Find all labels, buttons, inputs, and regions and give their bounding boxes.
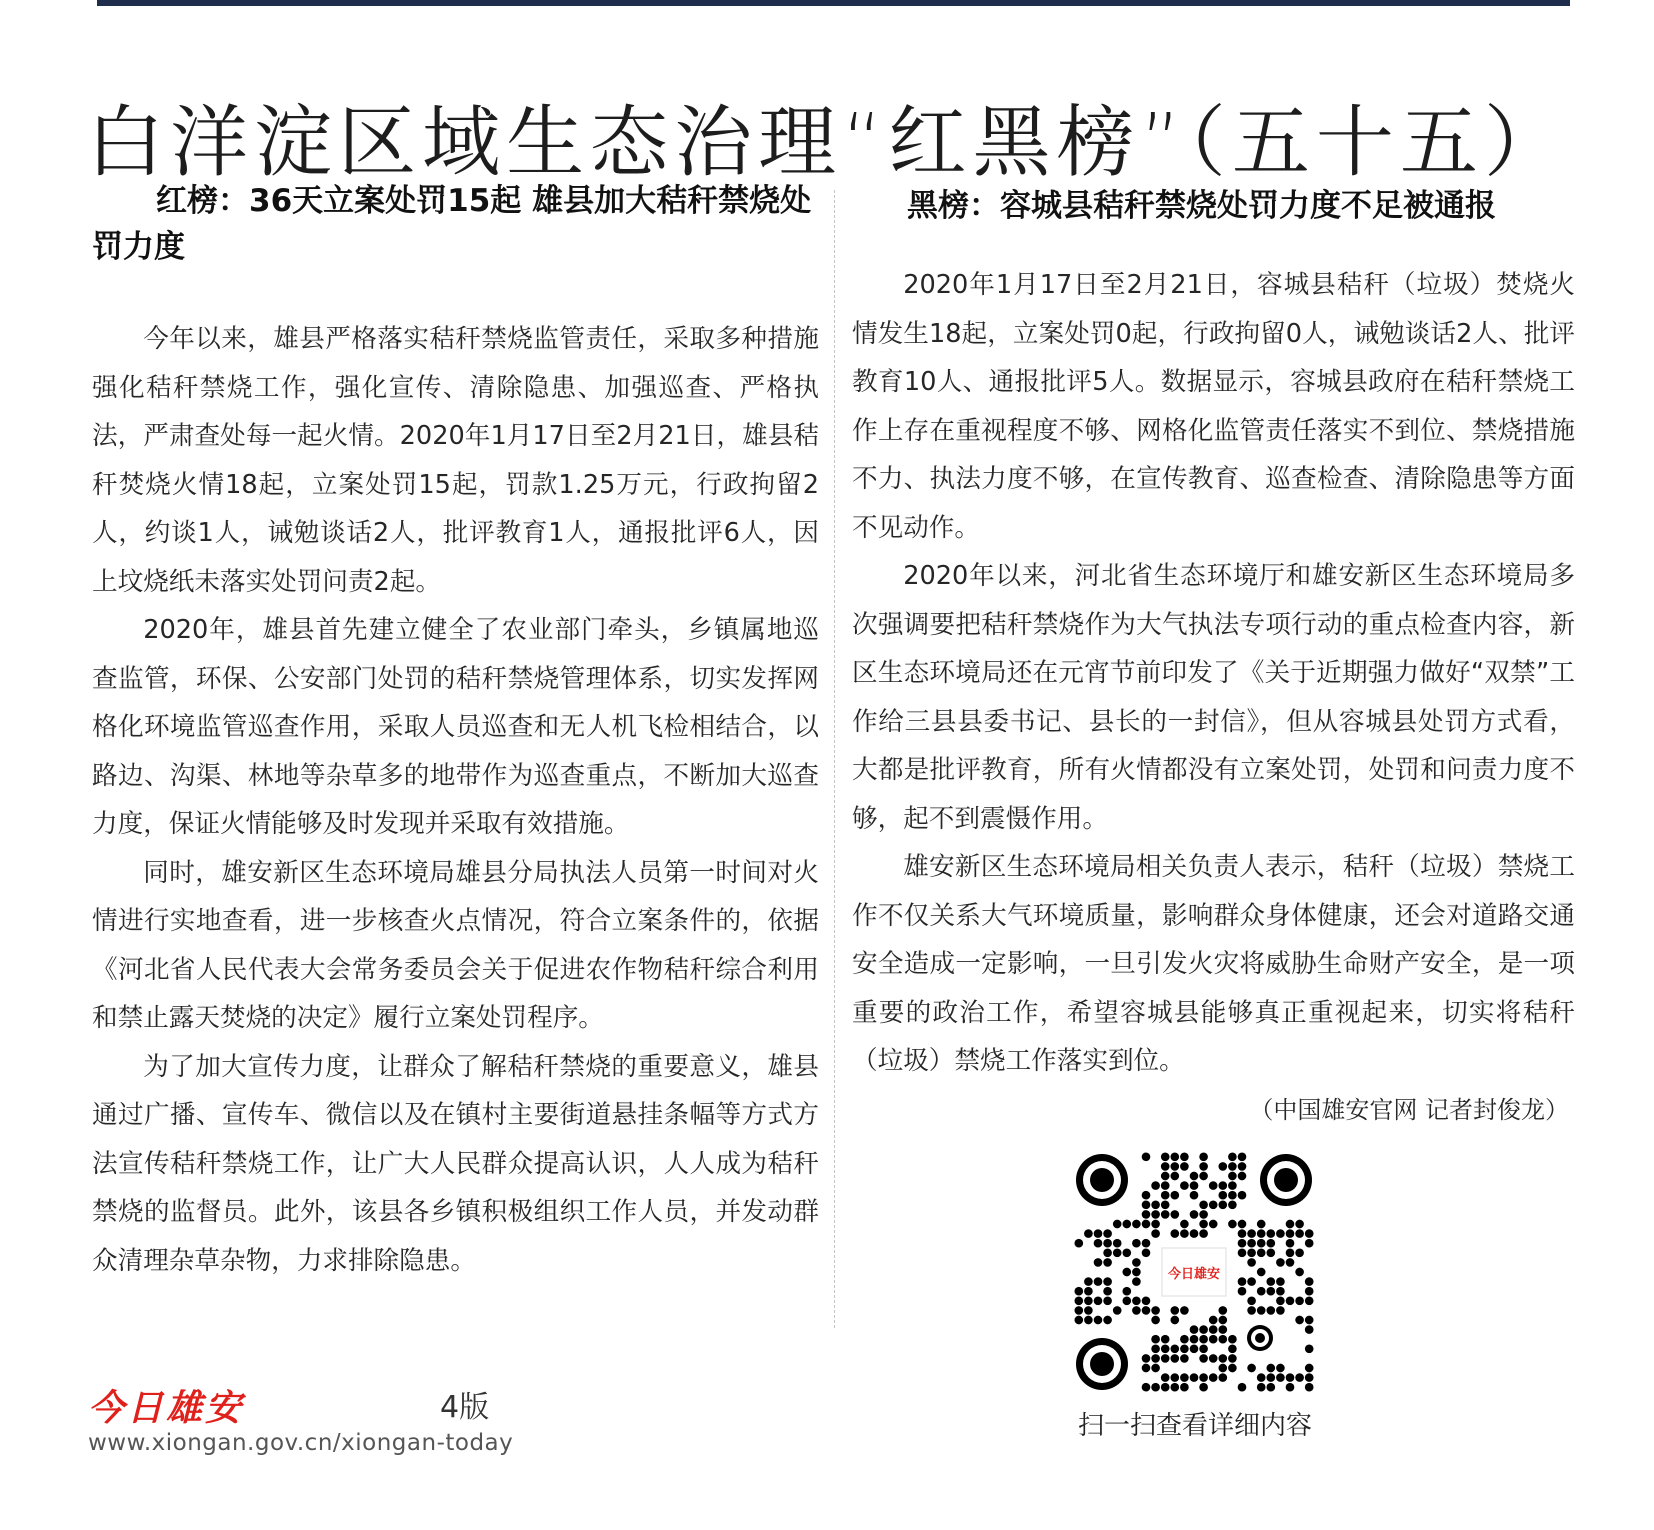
qr-module [1180,1344,1189,1353]
qr-module [1228,1354,1237,1363]
qr-module [1180,1181,1189,1190]
qr-module [1122,1287,1131,1296]
qr-module [1295,1220,1304,1229]
brand-logo: 今日雄安 [88,1387,245,1429]
qr-module [1238,1287,1247,1296]
qr-module [1094,1316,1103,1325]
qr-alignment-mark [1247,1325,1273,1351]
qr-module [1266,1239,1275,1248]
qr-module [1199,1354,1208,1363]
qr-module [1170,1152,1179,1161]
qr-module [1266,1373,1275,1382]
qr-module [1218,1200,1227,1209]
qr-module [1170,1383,1179,1392]
qr-module [1151,1181,1160,1190]
qr-module [1190,1191,1199,1200]
qr-module [1295,1316,1304,1325]
qr-module [1218,1181,1227,1190]
qr-module [1161,1354,1170,1363]
qr-module [1199,1344,1208,1353]
qr-module [1199,1162,1208,1171]
qr-module [1190,1229,1199,1238]
qr-module [1238,1172,1247,1181]
qr-module [1142,1306,1151,1315]
qr-module [1266,1364,1275,1373]
qr-module [1132,1296,1141,1305]
qr-module [1074,1287,1083,1296]
qr-module [1142,1354,1151,1363]
qr-module [1218,1364,1227,1373]
qr-module [1209,1354,1218,1363]
red-list-paragraph-2: 2020年，雄县首先建立健全了农业部门牵头，乡镇属地巡查监管，环保、公安部门处罚的秸秆禁烧管理体系，切实发挥网格化环境监管巡查作用，采取人员巡查和无人机飞检相结合，以路边、沟渠、林地等杂草多的地带作为巡查重点，不断加大巡查力度，保证火情能够及时发现并采取有效措施。 [92,615,819,839]
qr-module [1257,1268,1266,1277]
black-list-paragraph-2: 2020年以来，河北省生态环境厅和雄安新区生态环境局多次强调要把秸秆禁烧作为大气执法专项行动的重点检查内容，新区生态环境局还在元宵节前印发了《关于近期强力做好“双禁”工作给三县县委书记、县长的一封信》，但从容城县处罚方式看，大都是批评教育，所有火情都没有立案处罚，处罚和问责力度不够，起不到震慑作用。 [852,561,1575,834]
qr-module [1161,1200,1170,1209]
qr-module [1228,1200,1237,1209]
qr-module [1247,1306,1256,1315]
qr-module [1228,1181,1237,1190]
qr-module [1074,1239,1083,1248]
qr-module [1266,1277,1275,1286]
qr-module [1257,1229,1266,1238]
article-credit: （中国雄安官网 记者封俊龙） [1249,1095,1569,1124]
qr-module [1122,1248,1131,1257]
qr-module [1199,1200,1208,1209]
qr-module [1305,1287,1314,1296]
qr-module [1218,1191,1227,1200]
qr-module [1199,1373,1208,1382]
qr-module [1228,1162,1237,1171]
black-list-paragraph-1: 2020年1月17日至2月21日，容城县秸秆（垃圾）焚烧火情发生18起，立案处罚0起，行政拘留0人，诫勉谈话2人、批评教育10人、通报批评5人。数据显示，容城县政府在秸秆禁烧工作上存在重视程度不够、网格化监管责任落实不到位、禁烧措施不力、执法力度不够，在宣传教育、巡查检查、清除隐患等方面不见动作。 [852,270,1575,543]
qr-module [1257,1306,1266,1315]
qr-module [1151,1220,1160,1229]
qr-module [1257,1383,1266,1392]
qr-module [1142,1200,1151,1209]
qr-module [1190,1210,1199,1219]
qr-module [1122,1220,1131,1229]
qr-module [1305,1383,1314,1392]
qr-module [1257,1220,1266,1229]
qr-module [1305,1229,1314,1238]
qr-module [1305,1325,1314,1334]
red-list-paragraph-4: 为了加大宣传力度，让群众了解秸秆禁烧的重要意义，雄县通过广播、宣传车、微信以及在镇村主要街道悬挂条幅等方式方法宣传秸秆禁烧工作，让广大人民群众提高认识，人人成为秸秆禁烧的监督员。此外，该县各乡镇积极组织工作人员，并发动群众清理杂草杂物，力求排除隐患。 [92,1051,819,1276]
qr-module [1218,1306,1227,1315]
qr-module [1209,1181,1218,1190]
qr-module [1170,1306,1179,1315]
qr-module [1084,1316,1093,1325]
qr-module [1113,1306,1122,1315]
qr-module [1074,1306,1083,1315]
top-bar [97,0,1570,6]
qr-module [1199,1335,1208,1344]
qr-module [1084,1277,1093,1286]
qr-module [1228,1344,1237,1353]
qr-module [1247,1296,1256,1305]
qr-module [1295,1268,1304,1277]
qr-module [1295,1248,1304,1257]
qr-module [1286,1373,1295,1382]
qr-module [1276,1277,1285,1286]
qr-module [1218,1335,1227,1344]
qr-module [1113,1239,1122,1248]
page-title: 白洋淀区域生态治理“红黑榜”（五十五） [86,98,1568,189]
qr-module [1199,1229,1208,1238]
qr-module [1238,1229,1247,1238]
qr-module [1084,1296,1093,1305]
qr-module [1295,1373,1304,1382]
site-url[interactable]: www.xiongan.gov.cn/xiongan-today [88,1430,514,1456]
qr-module [1103,1316,1112,1325]
qr-module [1151,1383,1160,1392]
qr-module [1161,1210,1170,1219]
qr-module [1228,1191,1237,1200]
qr-module [1238,1277,1247,1286]
qr-module [1190,1172,1199,1181]
qr-finder-top-right [1260,1154,1312,1206]
qr-module [1151,1364,1160,1373]
qr-module [1180,1335,1189,1344]
qr-module [1209,1335,1218,1344]
qr-module [1199,1220,1208,1229]
qr-module [1180,1220,1189,1229]
qr-module [1218,1316,1227,1325]
qr-module [1084,1306,1093,1315]
qr-module [1247,1364,1256,1373]
qr-module [1266,1383,1275,1392]
qr-module [1161,1383,1170,1392]
qr-module [1170,1373,1179,1382]
qr-center-label: 今日雄安 [1167,1267,1221,1282]
qr-module [1247,1239,1256,1248]
qr-module [1142,1383,1151,1392]
qr-module [1238,1152,1247,1161]
qr-module [1190,1344,1199,1353]
qr-module [1199,1383,1208,1392]
red-list-column [92,178,819,1285]
qr-module [1170,1316,1179,1325]
qr-module [1228,1152,1237,1161]
red-list-paragraph-3: 同时，雄安新区生态环境局雄县分局执法人员第一时间对火情进行实地查看，进一步核查火点情况，符合立案条件的，依据《河北省人民代表大会常务委员会关于促进农作物秸秆综合利用和禁止露天焚烧的决定》履行立案处罚程序。 [92,857,819,1033]
qr-module [1132,1239,1141,1248]
qr-module [1276,1296,1285,1305]
qr-module [1161,1191,1170,1200]
qr-module [1132,1258,1141,1267]
qr-module [1257,1373,1266,1382]
black-list-heading: 黑榜：容城县秸秆禁烧处罚力度不足被通报 [907,188,1496,224]
qr-module [1190,1181,1199,1190]
qr-module [1161,1335,1170,1344]
qr-module [1161,1344,1170,1353]
qr-code-graphic [1074,1152,1314,1392]
qr-module [1074,1296,1083,1305]
qr-module [1286,1239,1295,1248]
qr-module [1151,1306,1160,1315]
qr-module [1142,1248,1151,1257]
qr-module [1276,1364,1285,1373]
qr-module [1228,1172,1237,1181]
qr-module [1113,1248,1122,1257]
qr-module [1247,1258,1256,1267]
qr-module [1142,1191,1151,1200]
qr-module [1266,1248,1275,1257]
qr-module [1170,1229,1179,1238]
qr-module [1094,1258,1103,1267]
qr-module [1286,1248,1295,1257]
qr-module [1276,1373,1285,1382]
qr-module [1209,1220,1218,1229]
qr-module [1228,1220,1237,1229]
qr-module [1132,1277,1141,1286]
qr-module [1170,1210,1179,1219]
qr-module [1190,1373,1199,1382]
qr-module [1286,1383,1295,1392]
qr-module [1199,1172,1208,1181]
qr-module [1247,1229,1256,1238]
qr-module [1209,1200,1218,1209]
qr-module [1295,1296,1304,1305]
qr-module [1180,1354,1189,1363]
qr-module [1103,1229,1112,1238]
qr-module [1180,1229,1189,1238]
qr-module [1305,1239,1314,1248]
qr-module [1266,1306,1275,1315]
qr-module [1094,1229,1103,1238]
qr-module [1305,1344,1314,1353]
qr-code[interactable] [1074,1152,1314,1392]
qr-module [1238,1239,1247,1248]
qr-module [1238,1383,1247,1392]
qr-module [1132,1306,1141,1315]
qr-module [1305,1296,1314,1305]
qr-module [1142,1210,1151,1219]
qr-module [1180,1162,1189,1171]
qr-module [1170,1162,1179,1171]
qr-module [1151,1229,1160,1238]
qr-module [1170,1191,1179,1200]
qr-module [1161,1152,1170,1161]
qr-module [1209,1316,1218,1325]
qr-module [1218,1325,1227,1334]
qr-module [1238,1220,1247,1229]
qr-module [1276,1306,1285,1315]
qr-module [1276,1258,1285,1267]
qr-module [1257,1287,1266,1296]
qr-module [1142,1220,1151,1229]
qr-module [1084,1229,1093,1238]
red-list-heading: 红榜：36天立案处罚15起 雄县加大秸秆禁烧处罚力度 [92,183,812,265]
qr-module [1161,1162,1170,1171]
qr-module [1286,1258,1295,1267]
qr-module [1142,1296,1151,1305]
qr-module [1199,1325,1208,1334]
qr-module [1094,1277,1103,1286]
qr-module [1286,1229,1295,1238]
qr-module [1286,1296,1295,1305]
qr-module [1151,1316,1160,1325]
qr-module [1218,1373,1227,1382]
qr-module [1305,1277,1314,1286]
qr-module [1142,1364,1151,1373]
qr-module [1103,1296,1112,1305]
qr-module [1132,1220,1141,1229]
qr-module [1247,1248,1256,1257]
red-list-paragraph-1: 今年以来，雄县严格落实秸秆禁烧监管责任，采取多种措施强化秸秆禁烧工作，强化宣传、清除隐患、加强巡查、严格执法，严肃查处每一起火情。2020年1月17日至2月21日，雄县秸秆焚烧火情18起，立案处罚15起，罚款1.25万元，行政拘留2人，约谈1人，诫勉谈话2人，批评教育1人，通报批评6人，因上坟烧纸未落实处罚问责2起。 [92,324,819,597]
qr-module [1132,1268,1141,1277]
qr-module [1238,1191,1247,1200]
qr-caption: 扫一扫查看详细内容 [1077,1411,1312,1441]
qr-module [1151,1210,1160,1219]
qr-module [1180,1152,1189,1161]
qr-module [1218,1162,1227,1171]
qr-module [1151,1200,1160,1209]
qr-module [1209,1325,1218,1334]
qr-module [1305,1364,1314,1373]
qr-module [1103,1258,1112,1267]
qr-module [1170,1172,1179,1181]
qr-module [1199,1210,1208,1219]
qr-module [1247,1277,1256,1286]
qr-module [1151,1344,1160,1353]
qr-module [1170,1354,1179,1363]
qr-module [1103,1287,1112,1296]
qr-module [1295,1229,1304,1238]
qr-module [1161,1172,1170,1181]
qr-module [1151,1354,1160,1363]
edition-label: 4版 [440,1390,490,1425]
qr-module [1103,1239,1112,1248]
qr-module [1142,1152,1151,1161]
qr-module [1180,1306,1189,1315]
qr-module [1161,1373,1170,1382]
qr-module [1266,1287,1275,1296]
qr-module [1276,1287,1285,1296]
qr-module [1286,1220,1295,1229]
qr-module [1276,1229,1285,1238]
qr-module [1305,1373,1314,1382]
qr-module [1228,1335,1237,1344]
qr-module [1238,1248,1247,1257]
qr-module [1257,1248,1266,1257]
qr-module [1113,1220,1122,1229]
qr-module [1199,1152,1208,1161]
qr-module [1180,1383,1189,1392]
qr-module [1228,1364,1237,1373]
black-list-column [852,178,1575,1134]
qr-module [1122,1296,1131,1305]
column-divider [834,190,835,1328]
qr-module [1238,1162,1247,1171]
qr-module [1170,1344,1179,1353]
qr-module [1180,1373,1189,1382]
qr-finder-bottom-left [1076,1338,1128,1390]
qr-module [1266,1229,1275,1238]
qr-module [1161,1181,1170,1190]
qr-module [1151,1335,1160,1344]
qr-module [1103,1248,1112,1257]
qr-module [1094,1296,1103,1305]
qr-finder-top-left [1076,1154,1128,1206]
qr-module [1074,1316,1083,1325]
qr-module [1190,1335,1199,1344]
qr-module [1142,1239,1151,1248]
black-list-paragraph-3: 雄安新区生态环境局相关负责人表示，秸秆（垃圾）禁烧工作不仅关系大气环境质量，影响群众身体健康，还会对道路交通安全造成一定影响，一旦引发火灾将威胁生命财产安全，是一项重要的政治工作，希望容城县能够真正重视起来，切实将秸秆（垃圾）禁烧工作落实到位。 [852,852,1575,1076]
qr-module [1218,1354,1227,1363]
qr-module [1209,1373,1218,1382]
qr-module [1103,1277,1112,1286]
qr-module [1084,1287,1093,1296]
qr-module [1122,1268,1131,1277]
qr-module [1094,1239,1103,1248]
qr-module [1257,1239,1266,1248]
qr-module [1190,1325,1199,1334]
qr-module [1305,1316,1314,1325]
